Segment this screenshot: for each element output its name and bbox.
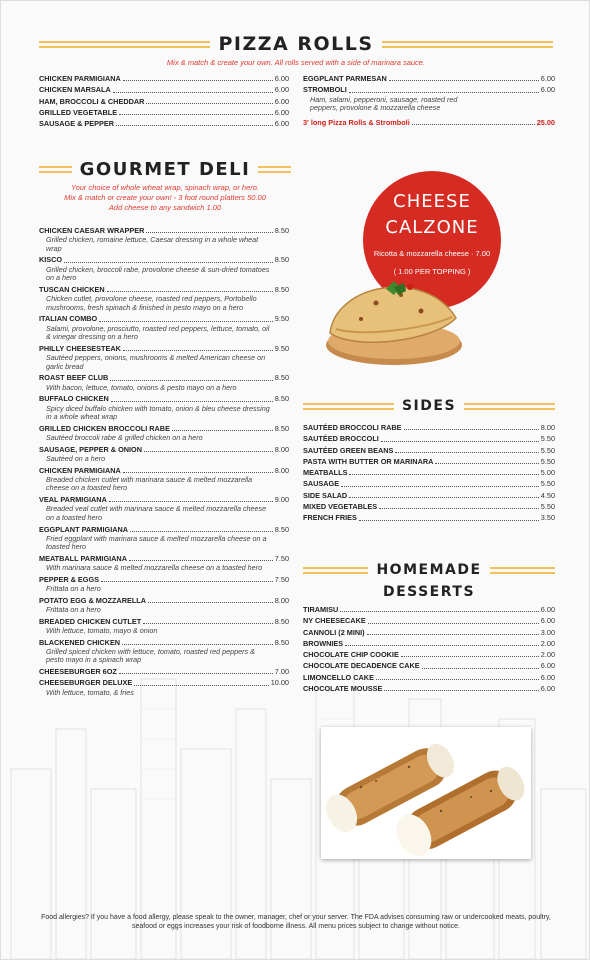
heading-rule [303, 567, 368, 574]
item-price: 8.50 [274, 226, 289, 235]
item-description: Grilled spiced chicken with lettuce, tomato, roasted red peppers & pesto mayo in a spinach wrap [46, 646, 255, 665]
item-name: KISCO [39, 255, 63, 265]
dot-leader [349, 474, 538, 475]
item-name: HAM, BROCCOLI & CHEDDAR [39, 96, 145, 106]
side-item [303, 490, 555, 501]
item-price: 6.00 [274, 74, 289, 83]
item-price: 9.50 [274, 314, 289, 324]
dot-leader [134, 685, 268, 686]
dot-leader [349, 92, 539, 93]
item-name: ITALIAN COMBO [39, 314, 98, 324]
item-name: TUSCAN CHICKEN [39, 284, 105, 294]
item-description: Grilled chicken, broccoli rabe, provolone cheese & sun-dried tomatoes on a hero [46, 264, 270, 283]
item-price: 8.50 [274, 616, 289, 626]
heading-rule [490, 567, 555, 574]
sides-title: SIDES [401, 398, 457, 414]
pizza-roll-item [303, 73, 555, 84]
dot-leader [123, 80, 273, 81]
dot-leader [359, 520, 539, 521]
item-name: EGGPLANT PARMESAN [303, 74, 387, 83]
allergy-notice [31, 913, 561, 931]
dot-leader [401, 656, 539, 657]
item-price: 6.00 [274, 96, 289, 106]
item-name: BROWNIES [303, 638, 344, 648]
item-description: Fried eggplant with marinara sauce & melted mozzarella cheese on a toasted hero [46, 533, 267, 552]
item-name: BREADED CHICKEN CUTLET [39, 616, 142, 626]
item-description: Frittata on a hero [46, 584, 101, 594]
item-description: Sautéed on a hero [46, 453, 106, 463]
item-name: TIRAMISU [303, 605, 339, 614]
dot-leader [345, 645, 539, 646]
item-price: 3.50 [540, 513, 555, 523]
item-price: 2.00 [540, 650, 555, 660]
item-name: NY CHEESECAKE [303, 616, 366, 626]
item-price: 6.00 [540, 661, 555, 671]
item-price: 9.00 [274, 495, 289, 505]
calzone-title-line-2: CALZONE [385, 217, 479, 238]
item-description: Salami, provolone, prosciutto, roasted red peppers, lettuce, tomato, oil & vinegar dressing on a hero [46, 323, 270, 342]
dot-leader [172, 430, 273, 431]
item-name: GRILLED CHICKEN BROCCOLI RABE [39, 423, 170, 433]
item-name: VEAL PARMIGIANA [39, 495, 107, 505]
dot-leader [111, 401, 273, 402]
item-name: SAUSAGE, PEPPER & ONION [39, 444, 142, 454]
item-name: SAUTÉED GREEN BEANS [303, 445, 394, 455]
item-price: 8.00 [274, 465, 289, 475]
heading-rule [464, 403, 555, 410]
item-description: Breaded veal cutlet with marinara sauce & melted mozzarella cheese on a toasted hero [46, 504, 267, 522]
dot-leader [422, 668, 539, 669]
calzone-photo [316, 263, 466, 371]
item-price: 6.00 [540, 684, 555, 694]
side-item [303, 422, 555, 433]
dot-leader [119, 673, 273, 674]
pizza-roll-item [39, 96, 289, 107]
pizza-roll-special [303, 117, 555, 128]
item-name: PASTA WITH BUTTER OR MARINARA [303, 456, 434, 466]
dessert-item [303, 672, 555, 683]
item-price: 8.00 [540, 423, 555, 432]
deli-item [39, 666, 289, 677]
dot-leader [146, 103, 272, 104]
item-name: CHOCOLATE CHIP COOKIE [303, 650, 399, 660]
pizza-roll-item [39, 118, 289, 129]
pizza-rolls-title: PIZZA ROLLS [218, 33, 374, 55]
dot-leader [99, 321, 273, 322]
gourmet-deli-list [39, 225, 289, 698]
pizza-rolls-subtitle: Mix & match & create your own. All rolls served with a side of marinara sauce. [166, 58, 426, 67]
dot-leader [379, 508, 539, 509]
item-description: Spicy diced buffalo chicken with tomato, onion & bleu cheese dressing in a whole wheat wrap [46, 403, 270, 422]
item-price: 6.00 [274, 119, 289, 129]
dot-leader [107, 291, 273, 292]
item-name: PHILLY CHEESESTEAK [39, 343, 121, 353]
desserts-title-line-1: HOMEMADE [376, 562, 482, 578]
item-price: 8.50 [274, 255, 289, 265]
item-price: 7.50 [274, 574, 289, 584]
item-description: With lettuce, tomato, mayo & onion [46, 626, 158, 635]
item-price: 2.00 [540, 638, 555, 648]
pizza-roll-item [39, 73, 289, 84]
item-price: 7.50 [274, 554, 289, 564]
item-price: 10.00 [270, 678, 289, 688]
item-name: SIDE SALAD [303, 490, 348, 500]
item-price: 8.00 [274, 595, 289, 605]
item-name: MEATBALLS [303, 468, 348, 478]
dot-leader [368, 623, 539, 624]
calzone-topping-price: ( 1.00 PER TOPPING ) [393, 267, 471, 276]
item-description: Sautéed peppers, onions, mushrooms & melted American cheese on garlic bread [46, 353, 266, 371]
item-description: Sautéed broccoli rabe & grilled chicken on a hero [46, 433, 203, 443]
item-name: SAUSAGE & PEPPER [39, 119, 115, 129]
item-price: 6.00 [540, 74, 555, 83]
item-name: CHICKEN CAESAR WRAPPER [39, 226, 145, 235]
special-name: 3' long Pizza Rolls & Stromboli [303, 117, 410, 127]
dot-leader [384, 690, 538, 691]
gourmet-deli-heading [39, 159, 291, 180]
dessert-item [303, 627, 555, 638]
pizza-roll-item [39, 107, 289, 118]
dot-leader [64, 262, 273, 263]
item-price: 8.50 [274, 423, 289, 433]
item-name: BLACKENED CHICKEN [39, 637, 121, 647]
item-price: 6.00 [540, 672, 555, 682]
calzone-description: Ricotta & mozzarella cheese · 7.00 [373, 249, 491, 258]
dot-leader [367, 634, 539, 635]
dot-leader [435, 463, 538, 464]
deli-subtitle-line-2: Mix & match or create your own! - 3 foot round platters 50.00 [64, 193, 266, 202]
item-price: 5.50 [540, 434, 555, 444]
dot-leader [101, 581, 273, 582]
item-name: LIMONCELLO CAKE [303, 672, 374, 682]
item-price: 8.50 [274, 524, 289, 534]
item-name: SAUSAGE [303, 479, 340, 489]
item-price: 6.00 [274, 107, 289, 117]
dot-leader [113, 92, 273, 93]
pizza-rolls-right-list [303, 73, 555, 128]
side-item [303, 467, 555, 478]
pizza-rolls-heading [39, 33, 553, 55]
item-name: SAUTÉED BROCCOLI [303, 434, 379, 444]
item-description: With bacon, lettuce, tomato, onions & pesto mayo on a hero [46, 382, 237, 392]
gourmet-deli-subtitle [39, 183, 291, 213]
item-name: CHOCOLATE MOUSSE [303, 684, 383, 694]
side-item [303, 433, 555, 444]
item-name: GRILLED VEGETABLE [39, 107, 118, 117]
dot-leader [341, 486, 539, 487]
item-price: 5.00 [540, 468, 555, 478]
dessert-item [303, 683, 555, 694]
sides-heading [303, 398, 555, 414]
item-name: FRENCH FRIES [303, 513, 357, 523]
gourmet-deli-title: GOURMET DELI [79, 159, 251, 180]
item-price: 8.00 [274, 444, 289, 454]
sides-list [303, 422, 555, 524]
desserts-heading [303, 562, 555, 578]
heading-rule [39, 41, 210, 48]
item-name: CANNOLI (2 MINI) [303, 627, 365, 637]
dot-leader [110, 380, 272, 381]
dot-leader [119, 114, 273, 115]
desserts-list [303, 604, 555, 694]
item-price: 5.50 [540, 456, 555, 466]
heading-rule [382, 41, 553, 48]
side-item [303, 445, 555, 456]
item-name: SAUTÉED BROCCOLI RABE [303, 423, 402, 432]
dot-leader [404, 429, 539, 430]
dot-leader [116, 125, 273, 126]
pizza-roll-item [39, 84, 289, 95]
dot-leader [376, 679, 539, 680]
dessert-item [303, 638, 555, 649]
cannoli-photo [321, 727, 531, 859]
dot-leader [109, 501, 273, 502]
item-name: BUFFALO CHICKEN [39, 394, 109, 404]
item-price: 9.50 [274, 343, 289, 353]
item-price: 5.50 [540, 502, 555, 512]
item-name: POTATO EGG & MOZZARELLA [39, 595, 147, 605]
dot-leader [123, 472, 273, 473]
item-name: CHOCOLATE DECADENCE CAKE [303, 661, 420, 671]
pizza-rolls-left-list [39, 73, 289, 129]
item-price: 6.00 [540, 605, 555, 614]
dot-leader [122, 644, 273, 645]
side-item [303, 456, 555, 467]
allergy-notice-line-2: seafood or eggs increases your risk of foodborne illness. All menu prices subject to change without notice. [131, 923, 460, 930]
item-price: 6.00 [540, 85, 555, 95]
item-description: Breaded chicken cutlet with marinara sauce & melted mozzarella cheese on a toasted hero [46, 474, 253, 493]
item-description: With lettuce, tomato, & fries [46, 687, 134, 697]
item-name: CHICKEN PARMIGIANA [39, 465, 121, 475]
dessert-item [303, 604, 555, 615]
cannoli-illustration [321, 727, 531, 859]
deli-subtitle-line-1: Your choice of whole wheat wrap, spinach wrap, or hero. [70, 183, 260, 192]
item-price: 4.50 [540, 490, 555, 500]
item-price: 5.50 [540, 479, 555, 489]
side-item [303, 478, 555, 489]
item-name: PEPPER & EGGS [39, 574, 100, 584]
dot-leader [412, 124, 535, 125]
dot-leader [340, 611, 539, 612]
pizza-roll-item [303, 84, 555, 95]
dot-leader [146, 232, 272, 233]
item-description: Frittata on a hero [46, 605, 101, 615]
allergy-notice-line-1: Food allergies? If you have a food allergy, please speak to the owner, manager, chef or your server. The FDA advises consuming raw or undercooked meats, poultry, [41, 914, 551, 921]
item-price: 7.00 [274, 667, 289, 677]
side-item [303, 501, 555, 512]
dessert-item [303, 660, 555, 671]
deli-item [39, 393, 289, 404]
item-price: 5.50 [540, 445, 555, 455]
dessert-item [303, 615, 555, 626]
heading-rule [303, 403, 394, 410]
item-name: CHICKEN MARSALA [39, 85, 111, 95]
dot-leader [395, 452, 538, 453]
item-price: 3.00 [540, 627, 555, 637]
item-description: Chicken cutlet, provolone cheese, roasted red peppers, Portobello mushrooms, fresh spinach & finished in pesto mayo on a hero [46, 294, 257, 312]
heading-rule [258, 166, 291, 173]
side-item [303, 512, 555, 523]
dot-leader [144, 451, 273, 452]
item-price: 6.00 [540, 616, 555, 626]
item-description: With marinara sauce & melted mozzarella cheese on a toasted hero [46, 563, 263, 573]
deli-item [39, 677, 289, 688]
item-name: MEATBALL PARMIGIANA [39, 554, 127, 564]
dot-leader [389, 80, 539, 81]
item-price: 6.00 [274, 85, 289, 95]
deli-subtitle-line-3: Add cheese to any sandwich 1.00 [108, 203, 222, 212]
dessert-item [303, 649, 555, 660]
item-description: Grilled chicken, romaine lettuce, Caesar dressing in a whole wheat wrap [46, 235, 259, 253]
item-price: 8.50 [274, 284, 289, 294]
stromboli-description: Ham, salami, pepperoni, sausage, roasted red peppers, provolone & mozzarella cheese [310, 94, 458, 113]
item-name: MIXED VEGETABLES [303, 502, 378, 512]
item-price: 8.50 [274, 373, 289, 383]
heading-rule [39, 166, 72, 173]
item-name: CHEESEBURGER 6OZ [39, 667, 117, 677]
item-name: EGGPLANT PARMIGIANA [39, 524, 129, 534]
dot-leader [148, 602, 273, 603]
item-name: CHICKEN PARMIGIANA [39, 74, 121, 83]
dot-leader [143, 623, 273, 624]
item-price: 8.50 [274, 637, 289, 647]
dot-leader [129, 560, 273, 561]
item-name: CHEESEBURGER DELUXE [39, 678, 133, 688]
desserts-title-line-2: DESSERTS [382, 584, 476, 600]
dot-leader [130, 531, 273, 532]
item-name: ROAST BEEF CLUB [39, 373, 109, 383]
dot-leader [381, 441, 539, 442]
dot-leader [123, 350, 273, 351]
special-price: 25.00 [536, 117, 555, 127]
dot-leader [349, 497, 539, 498]
item-name: STROMBOLI [303, 85, 347, 95]
calzone-title-line-1: CHEESE [393, 191, 471, 212]
item-price: 8.50 [274, 394, 289, 404]
